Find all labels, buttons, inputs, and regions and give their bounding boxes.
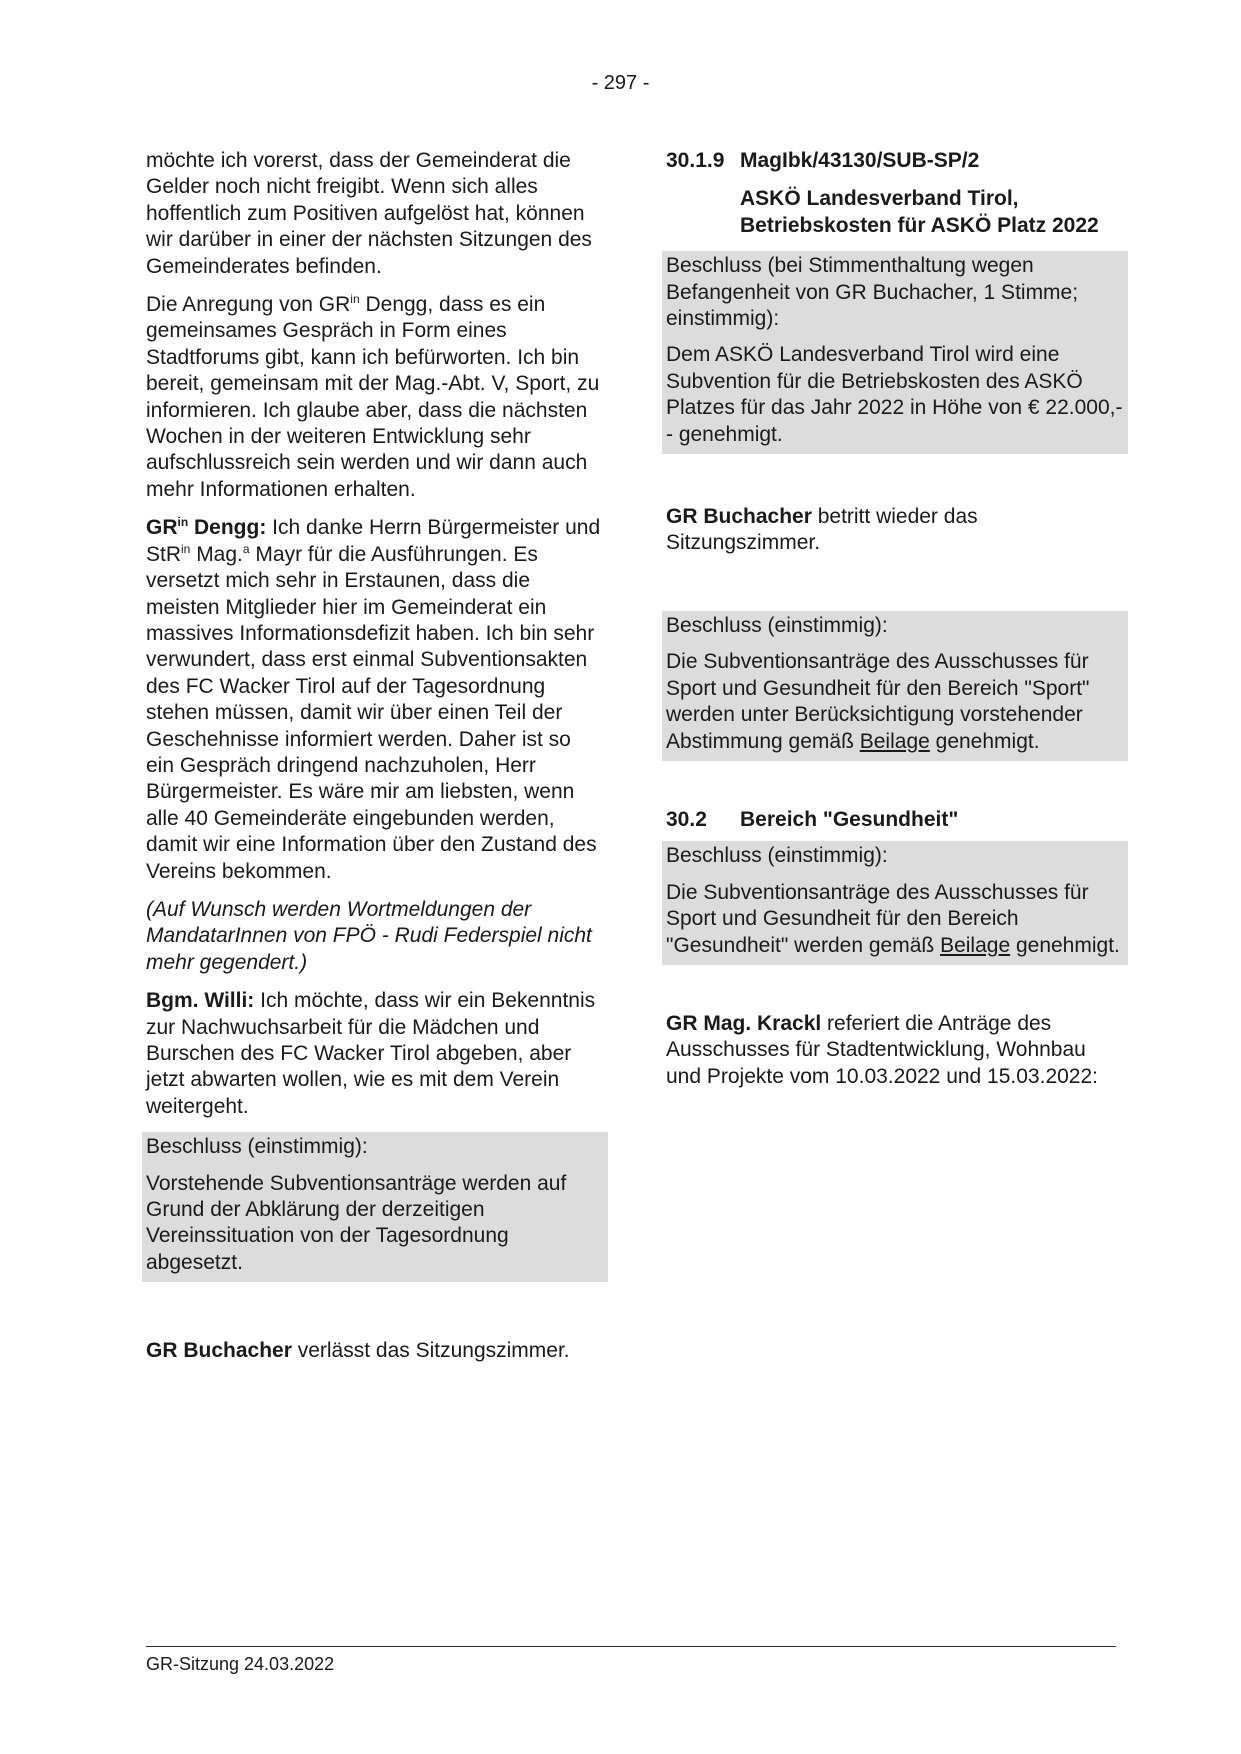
- resolution-title: Beschluss (einstimmig):: [666, 844, 888, 868]
- resolution-box: [662, 611, 1128, 761]
- left-column: [146, 148, 604, 1377]
- editorial-note: (Auf Wunsch werden Wortmeldungen der MandatarInnen von FPÖ - Rudi Federspiel nicht mehr gegendert.): [146, 897, 592, 974]
- speaker-name: $GR^{in}$ Dengg:: [146, 515, 267, 540]
- paragraph: möchte ich vorerst, dass der Gemeinderat die Gelder noch nicht freigibt. Wenn sich alles hoffentlich zum Positiven aufgelöst hat, können wir darüber in einer der nächsten Sitzungen des Gemeinderates befinden.: [146, 149, 592, 278]
- resolution-text: Die Subventionsanträge des Ausschusses für Sport und Gesundheit für den Bereich "Sport" werden unter Berücksichtigung vorstehender Abstimmung gemäß Beilage genehmigt.: [666, 650, 1090, 753]
- resolution-text: Dem ASKÖ Landesverband Tirol wird eine Subvention für die Betriebskosten des ASKÖ Platzes für das Jahr 2022 in Höhe von € 22.000,-- genehmigt.: [666, 343, 1123, 446]
- speech-dengg: $GR^{in}$ Dengg: Ich danke Herrn Bürgermeister und StR$^{in}$ Mag.$^a$ Mayr für die Ausführungen. Es versetzt mich sehr in Erstaunen, dass die meisten Mitglieder hier im Gemeinderat ein massives Informationsdefizit haben. Ich bin sehr verwundert, dass erst einmal Subventionsakten des FC Wacker Tirol auf der Tagesordnung stehen müssen, damit wir über einen Teil der Geschehnisse informiert werden. Daher ist so ein Gespräch dringend nachzuholen, Herr Bürgermeister. Es wäre mir am liebsten, wenn alle 40 Gemeinderäte eingebunden werden, damit wir eine Information über den Zustand des Vereins bekommen.: [146, 515, 601, 883]
- speaker-name: GR Buchacher: [146, 1339, 292, 1363]
- resolution-text: Die Subventionsanträge des Ausschusses für Sport und Gesundheit für den Bereich "Gesundheit" werden gemäß Beilage genehmigt.: [666, 880, 1120, 957]
- resolution-title: Beschluss (einstimmig):: [146, 1135, 368, 1159]
- right-column: [666, 148, 1124, 1102]
- page-number: - 297 -: [591, 72, 650, 94]
- resolution-title: Beschluss (einstimmig):: [666, 613, 888, 637]
- section-heading: 30.1.9 MagIbk/43130/SUB-SP/2: [666, 149, 980, 172]
- resolution-text: Vorstehende Subventionsanträge werden auf Grund der Abklärung der derzeitigen Vereinssituation von der Tagesordnung abgesetzt.: [146, 1171, 567, 1274]
- resolution-box: [662, 841, 1128, 965]
- footer-divider: [146, 1646, 1116, 1647]
- beilage-link[interactable]: Beilage: [940, 933, 1011, 957]
- section-subtitle: ASKÖ Landesverband Tirol, Betriebskosten für ASKÖ Platz 2022: [740, 187, 1099, 237]
- footer: GR-Sitzung 24.03.2022: [146, 1654, 335, 1674]
- procedural-note: GR Mag. Krackl referiert die Anträge des Ausschusses für Stadtentwicklung, Wohnbau und Projekte vom 10.03.2022 und 15.03.2022:: [666, 1011, 1098, 1088]
- procedural-note: GR Buchacher verlässt das Sitzungszimmer.: [146, 1339, 570, 1363]
- beilage-link[interactable]: Beilage: [859, 729, 930, 753]
- resolution-box: [662, 251, 1128, 454]
- speaker-name: Bgm. Willi:: [146, 989, 255, 1013]
- resolution-title: Beschluss (bei Stimmenthaltung wegen Befangenheit von GR Buchacher, 1 Stimme; einstimmig):: [666, 254, 1079, 331]
- procedural-note: GR Buchacher betritt wieder das Sitzungszimmer.: [666, 505, 978, 555]
- speaker-name: GR Mag. Krackl: [666, 1011, 822, 1035]
- speaker-name: GR Buchacher: [666, 505, 812, 529]
- section-heading: 30.2 Bereich "Gesundheit": [666, 807, 959, 831]
- resolution-box: [142, 1132, 608, 1282]
- speech-willi: Bgm. Willi: Ich möchte, dass wir ein Bekenntnis zur Nachwuchsarbeit für die Mädchen und Burschen des FC Wacker Tirol abgeben, aber jetzt abwarten wollen, wie es mit dem Verein weitergeht.: [146, 989, 596, 1118]
- paragraph: Die Anregung von $GR^{in}$ Dengg, dass es ein gemeinsames Gespräch in Form eines Stadtforums gibt, kann ich befürworten. Ich bin bereit, gemeinsam mit der Mag.-Abt. V, Sport, zu informieren. Ich glaube aber, dass die nächsten Wochen in der weiteren Entwicklung sehr aufschlussreich sein werden und wir dann auch mehr Informationen erhalten.: [146, 292, 600, 501]
